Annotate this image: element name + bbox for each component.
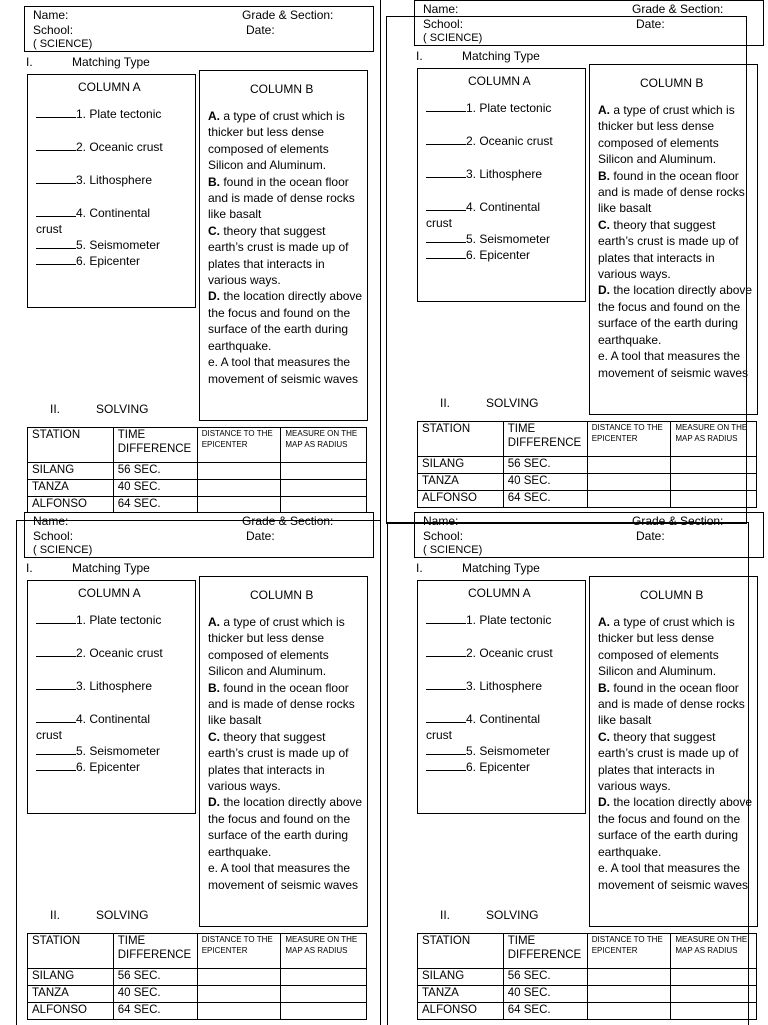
station-cell: SILANG <box>28 463 114 480</box>
choice-c: C. theory that suggest earth’s crust is made up of plates that interacts in various ways. <box>598 729 739 794</box>
subject-label: ( SCIENCE) <box>33 38 93 50</box>
subject-label: ( SCIENCE) <box>33 544 93 556</box>
matching-item-cont: crust <box>426 216 453 230</box>
time-cell: 40 SEC. <box>503 474 587 491</box>
matching-item: 4. Continental <box>426 199 540 215</box>
station-header: STATION <box>28 428 114 463</box>
choice-d: D. the location directly above the focus and found on the surface of the earth during earthquake. <box>208 289 363 353</box>
distance-cell[interactable] <box>197 497 281 513</box>
distance-header: DISTANCE TO THE EPICENTER <box>587 934 671 969</box>
station-header: STATION <box>418 934 504 969</box>
part1-roman: I. <box>26 561 33 575</box>
time-cell: 56 SEC. <box>113 969 197 986</box>
solving-table <box>27 427 367 512</box>
choice-e: e. A tool that measures the movement of seismic waves <box>598 861 749 892</box>
matching-item: 6. Epicenter <box>426 247 530 263</box>
time-header: TIME DIFFERENCE <box>113 428 197 463</box>
station-cell: TANZA <box>28 986 114 1003</box>
station-cell: ALFONSO <box>28 1003 114 1020</box>
station-cell: TANZA <box>28 480 114 497</box>
table-row <box>28 463 367 480</box>
date-label: Date: <box>636 529 665 543</box>
measure-header: MEASURE ON THE MAP AS RADIUS <box>671 934 757 969</box>
answer-blank[interactable] <box>36 205 76 217</box>
matching-item: 2. Oceanic crust <box>36 139 163 155</box>
time-header: TIME DIFFERENCE <box>503 934 587 969</box>
column-b-box <box>199 70 368 421</box>
time-cell: 64 SEC. <box>503 1003 587 1020</box>
answer-blank[interactable] <box>36 253 76 265</box>
part1-title: Matching Type <box>462 561 540 575</box>
choice-b: B. found in the ocean floor and is made of dense rocks like basalt <box>208 680 355 728</box>
column-b-choices <box>208 108 363 387</box>
station-cell: ALFONSO <box>418 491 504 508</box>
matching-item: 6. Epicenter <box>36 253 140 269</box>
answer-blank[interactable] <box>36 106 76 118</box>
station-cell: ALFONSO <box>418 1003 504 1020</box>
part2-title: SOLVING <box>486 396 539 410</box>
distance-header: DISTANCE TO THE EPICENTER <box>197 934 281 969</box>
part1-title: Matching Type <box>72 55 150 69</box>
time-cell: 56 SEC. <box>503 457 587 474</box>
part2-title: SOLVING <box>96 402 149 416</box>
choice-c: C. theory that suggest earth’s crust is made up of plates that interacts in various ways. <box>208 729 349 794</box>
choice-a: A. a type of crust which is thicker but less dense composed of elements Silicon and Aluminum. <box>598 103 735 167</box>
matching-item-cont: crust <box>36 222 63 236</box>
table-row <box>28 480 367 497</box>
measure-header: MEASURE ON THE MAP AS RADIUS <box>281 934 367 969</box>
subject-label: ( SCIENCE) <box>423 544 483 556</box>
part2-roman: II. <box>440 396 451 410</box>
matching-item: 4. Continental <box>36 711 150 727</box>
name-label: Name: <box>423 514 459 528</box>
matching-item: 2. Oceanic crust <box>426 133 553 149</box>
station-cell: ALFONSO <box>28 497 114 513</box>
matching-item: 6. Epicenter <box>36 759 140 775</box>
measure-cell[interactable] <box>281 480 367 497</box>
distance-cell[interactable] <box>197 480 281 497</box>
time-cell: 64 SEC. <box>503 491 587 508</box>
part1-title: Matching Type <box>72 561 150 575</box>
matching-item: 1. Plate tectonic <box>426 100 551 116</box>
time-cell: 64 SEC. <box>113 497 197 513</box>
matching-item: 5. Seismometer <box>36 743 160 759</box>
choice-a: A. a type of crust which is thicker but less dense composed of elements Silicon and Aluminum. <box>208 615 345 679</box>
column-b-title: COLUMN B <box>640 588 704 602</box>
matching-item: 2. Oceanic crust <box>426 645 553 661</box>
date-label: Date: <box>246 23 275 37</box>
part2-roman: II. <box>440 908 451 922</box>
date-label: Date: <box>246 529 275 543</box>
matching-item-cont: crust <box>426 728 453 742</box>
frame-sheet-bottom-left <box>16 520 381 1025</box>
choice-d: D. the location directly above the focus and found on the surface of the earth during earthquake. <box>598 283 753 347</box>
name-label: Name: <box>33 514 69 528</box>
answer-blank[interactable] <box>36 172 76 184</box>
matching-item: 3. Lithosphere <box>36 172 152 188</box>
table-row <box>28 497 367 513</box>
matching-item-cont: crust <box>36 728 63 742</box>
frame-sheet-bottom-right <box>387 522 749 1025</box>
measure-header: MEASURE ON THE MAP AS RADIUS <box>281 428 367 463</box>
time-cell: 64 SEC. <box>113 1003 197 1020</box>
matching-item: 5. Seismometer <box>426 743 550 759</box>
measure-cell[interactable] <box>281 463 367 480</box>
choice-e: e. A tool that measures the movement of seismic waves <box>208 861 359 892</box>
station-cell: SILANG <box>418 457 504 474</box>
part2-title: SOLVING <box>486 908 539 922</box>
matching-item: 5. Seismometer <box>426 231 550 247</box>
measure-header: MEASURE ON THE MAP AS RADIUS <box>671 422 757 457</box>
distance-header: DISTANCE TO THE EPICENTER <box>197 428 281 463</box>
choice-b: B. found in the ocean floor and is made of dense rocks like basalt <box>208 174 355 222</box>
school-label: School: <box>423 17 464 31</box>
station-cell: SILANG <box>418 969 504 986</box>
sheet-top-left <box>0 0 384 512</box>
answer-blank[interactable] <box>36 139 76 151</box>
choice-c: C. theory that suggest earth’s crust is made up of plates that interacts in various ways. <box>598 217 739 282</box>
matching-item: 4. Continental <box>426 711 540 727</box>
choice-c: C. theory that suggest earth’s crust is made up of plates that interacts in various ways. <box>208 223 349 288</box>
station-header: STATION <box>28 934 114 969</box>
grade-section-label: Grade & Section: <box>632 514 724 528</box>
answer-blank[interactable] <box>36 237 76 249</box>
time-header: TIME DIFFERENCE <box>113 934 197 969</box>
part2-roman: II. <box>50 908 61 922</box>
time-cell: 56 SEC. <box>113 463 197 480</box>
matching-item: 1. Plate tectonic <box>36 106 161 122</box>
station-cell: SILANG <box>28 969 114 986</box>
matching-item: 3. Lithosphere <box>426 678 542 694</box>
subject-label: ( SCIENCE) <box>423 32 483 44</box>
choice-d: D. the location directly above the focus and found on the surface of the earth during earthquake. <box>598 795 753 859</box>
column-a-title: COLUMN A <box>468 74 531 88</box>
measure-cell[interactable] <box>281 497 367 513</box>
part1-title: Matching Type <box>462 49 540 63</box>
school-label: School: <box>33 529 74 543</box>
part2-title: SOLVING <box>96 908 149 922</box>
choice-a: A. a type of crust which is thicker but less dense composed of elements Silicon and Aluminum. <box>598 615 735 679</box>
time-cell: 40 SEC. <box>113 986 197 1003</box>
matching-item: 4. Continental <box>36 205 150 221</box>
matching-item: 6. Epicenter <box>426 759 530 775</box>
station-cell: TANZA <box>418 474 504 491</box>
column-b-title: COLUMN B <box>640 76 704 90</box>
station-header: STATION <box>418 422 504 457</box>
frame-sheet-top-right <box>386 16 747 524</box>
choice-b: B. found in the ocean floor and is made of dense rocks like basalt <box>598 168 745 216</box>
school-label: School: <box>33 23 74 37</box>
school-label: School: <box>423 529 464 543</box>
header-box <box>24 6 374 52</box>
table-header-row <box>28 428 367 463</box>
choice-b: B. found in the ocean floor and is made of dense rocks like basalt <box>598 680 745 728</box>
grade-section-label: Grade & Section: <box>632 2 724 16</box>
choice-d: D. the location directly above the focus and found on the surface of the earth during earthquake. <box>208 795 363 859</box>
matching-item: 3. Lithosphere <box>426 166 542 182</box>
choice-a: A. a type of crust which is thicker but less dense composed of elements Silicon and Aluminum. <box>208 109 345 173</box>
part1-roman: I. <box>26 55 33 69</box>
distance-header: DISTANCE TO THE EPICENTER <box>587 422 671 457</box>
station-cell: TANZA <box>418 986 504 1003</box>
grade-section-label: Grade & Section: <box>242 514 334 528</box>
date-label: Date: <box>636 17 665 31</box>
matching-item: 3. Lithosphere <box>36 678 152 694</box>
name-label: Name: <box>423 2 459 16</box>
matching-item: 5. Seismometer <box>36 237 160 253</box>
name-label: Name: <box>33 8 69 22</box>
column-a-title: COLUMN A <box>78 80 141 94</box>
time-cell: 40 SEC. <box>503 986 587 1003</box>
matching-item: 1. Plate tectonic <box>36 612 161 628</box>
column-a-title: COLUMN A <box>78 586 141 600</box>
column-a-title: COLUMN A <box>468 586 531 600</box>
matching-item: 1. Plate tectonic <box>426 612 551 628</box>
part1-roman: I. <box>416 49 423 63</box>
matching-item: 2. Oceanic crust <box>36 645 163 661</box>
column-a-box <box>27 74 196 308</box>
time-header: TIME DIFFERENCE <box>503 422 587 457</box>
part2-roman: II. <box>50 402 61 416</box>
frame-right-top-left <box>380 0 381 520</box>
distance-cell[interactable] <box>197 463 281 480</box>
part1-roman: I. <box>416 561 423 575</box>
choice-e: e. A tool that measures the movement of seismic waves <box>598 349 749 380</box>
column-b-title: COLUMN B <box>250 82 314 96</box>
time-cell: 56 SEC. <box>503 969 587 986</box>
grade-section-label: Grade & Section: <box>242 8 334 22</box>
column-b-title: COLUMN B <box>250 588 314 602</box>
choice-e: e. A tool that measures the movement of seismic waves <box>208 355 359 386</box>
time-cell: 40 SEC. <box>113 480 197 497</box>
worksheet <box>0 0 376 508</box>
